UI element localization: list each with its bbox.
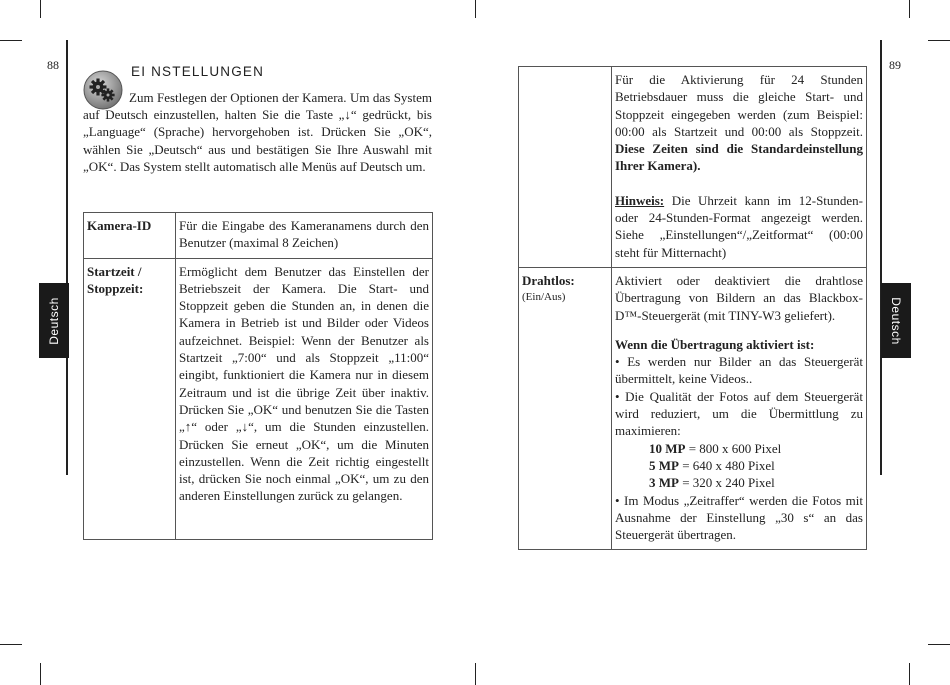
settings-table-right (518, 66, 867, 550)
section-heading: EI NSTELLUNGEN (131, 64, 265, 79)
row-label: Kamera-ID (84, 213, 176, 259)
intro-text: Zum Festlegen der Optionen der Kamera. Um das System auf Deutsch einzustellen, halten Sie die Taste „↓“ gedrückt, bis „Language“ (Sprache) hervorgehoben ist. Drücken Sie „OK“, wählen Sie „Deutsch“ aus und bestätigen Sie Ihre Auswahl mit „OK“. Das System stellt automatisch alle Menüs auf Deutsch um. (83, 90, 432, 174)
bullet-item: • Im Modus „Zeitraffer“ werden die Fotos mit Ausnahme der Einstellung „30 s“ an das Steuergerät übertragen. (615, 492, 863, 543)
table-row (84, 258, 433, 539)
row-label-empty (519, 67, 612, 268)
row-text (612, 267, 867, 549)
page-number-left: 88 (47, 58, 59, 72)
crop-mark (475, 663, 476, 685)
wireless-label: Drahtlos: (522, 272, 575, 288)
wireless-text: Aktiviert oder deaktiviert die drahtlose Übertragung von Bildern an das Blackbox-D™-Steuergerät (mit TINY-W3 geliefert). (615, 272, 863, 323)
language-tab-left (39, 283, 69, 358)
wireless-subheading: Wenn die Übertragung aktiviert ist: (615, 336, 815, 352)
table-row (519, 67, 867, 268)
row1-text: Für die Aktivierung für 24 Stunden Betriebsdauer muss die gleiche Start- und Stoppzeit eingegeben werden (zum Beispiel: 00:00 als Startzeit und 00:00 als Stoppzeit. (615, 72, 863, 139)
bullet-item: • Die Qualität der Fotos auf dem Steuergerät wird reduziert, um die Übermittlung zu maximieren: (615, 388, 863, 439)
row1-bold-text: Diese Zeiten sind die Standardeinstellung Ihrer Kamera). (615, 141, 863, 174)
row-text (612, 67, 867, 268)
row-label (519, 267, 612, 549)
crop-mark (0, 644, 22, 645)
crop-mark (0, 40, 22, 41)
resolution-line (615, 474, 863, 491)
wireless-sublabel: (Ein/Aus) (522, 291, 566, 304)
hint-text: Die Uhrzeit kann im 12-Stunden- oder 24-Stunden-Format angezeigt werden. Siehe „Einstellungen“/„Zeitformat“ (00:00 steht für Mitternacht) (615, 192, 864, 260)
resolution-value: = 800 x 600 Pixel (688, 440, 782, 456)
resolution-label: 10 MP (649, 440, 686, 456)
row-label: Startzeit / Stoppzeit: (84, 258, 176, 539)
resolution-value: = 640 x 480 Pixel (682, 457, 775, 473)
page-edge-left (66, 40, 68, 475)
resolution-line (615, 440, 863, 457)
crop-mark (40, 663, 41, 685)
bullet-item: • Es werden nur Bilder an das Steuergerät übermittelt, keine Videos.. (615, 354, 863, 387)
crop-mark (909, 663, 910, 685)
row-text: Für die Eingabe des Kameranamens durch den Benutzer (maximal 8 Zeichen) (176, 213, 433, 259)
settings-table-left (83, 212, 433, 540)
crop-mark (928, 644, 950, 645)
crop-mark (40, 0, 41, 18)
hint-label: Hinweis: (615, 192, 665, 208)
language-tab-label: Deutsch (889, 296, 903, 345)
table-row (84, 213, 433, 259)
resolution-label: 3 MP (649, 475, 679, 491)
resolution-value: = 320 x 240 Pixel (682, 475, 775, 491)
language-tab-label: Deutsch (47, 296, 61, 345)
resolution-line (615, 457, 863, 474)
language-tab-right (881, 283, 911, 358)
resolution-label: 5 MP (649, 457, 679, 473)
crop-mark (909, 0, 910, 18)
intro-paragraph (83, 89, 432, 175)
page-edge-right (880, 40, 882, 475)
crop-mark (928, 40, 950, 41)
crop-mark (475, 0, 476, 18)
row-text: Ermöglicht dem Benutzer das Einstellen der Betriebszeit der Kamera. Die Start- und Stoppzeit geben die Stunden an, in denen die Kamera in Betrieb ist und Bilder oder Videos aufzeichnet. Beispiel: Wenn der Benutzer als Startzeit „7:00“ und als Stoppzeit „11:00“ eingibt, funktioniert die Kamera nur in diesem Zeitraum und ist die übrige Zeit über inaktiv. Drücken Sie „OK“ und benutzen Sie die Tasten „↑“ oder „↓“, um die Stunden einzustellen. Drücken Sie erneut „OK“, um die Minuten einzustellen. Wenn die Zeit richtig eingestellt ist, drücken Sie noch einmal „OK“, um zu den anderen Einstellungen zurück zu gelangen. (176, 258, 433, 539)
page-number-right: 89 (889, 58, 901, 72)
table-row (519, 267, 867, 549)
